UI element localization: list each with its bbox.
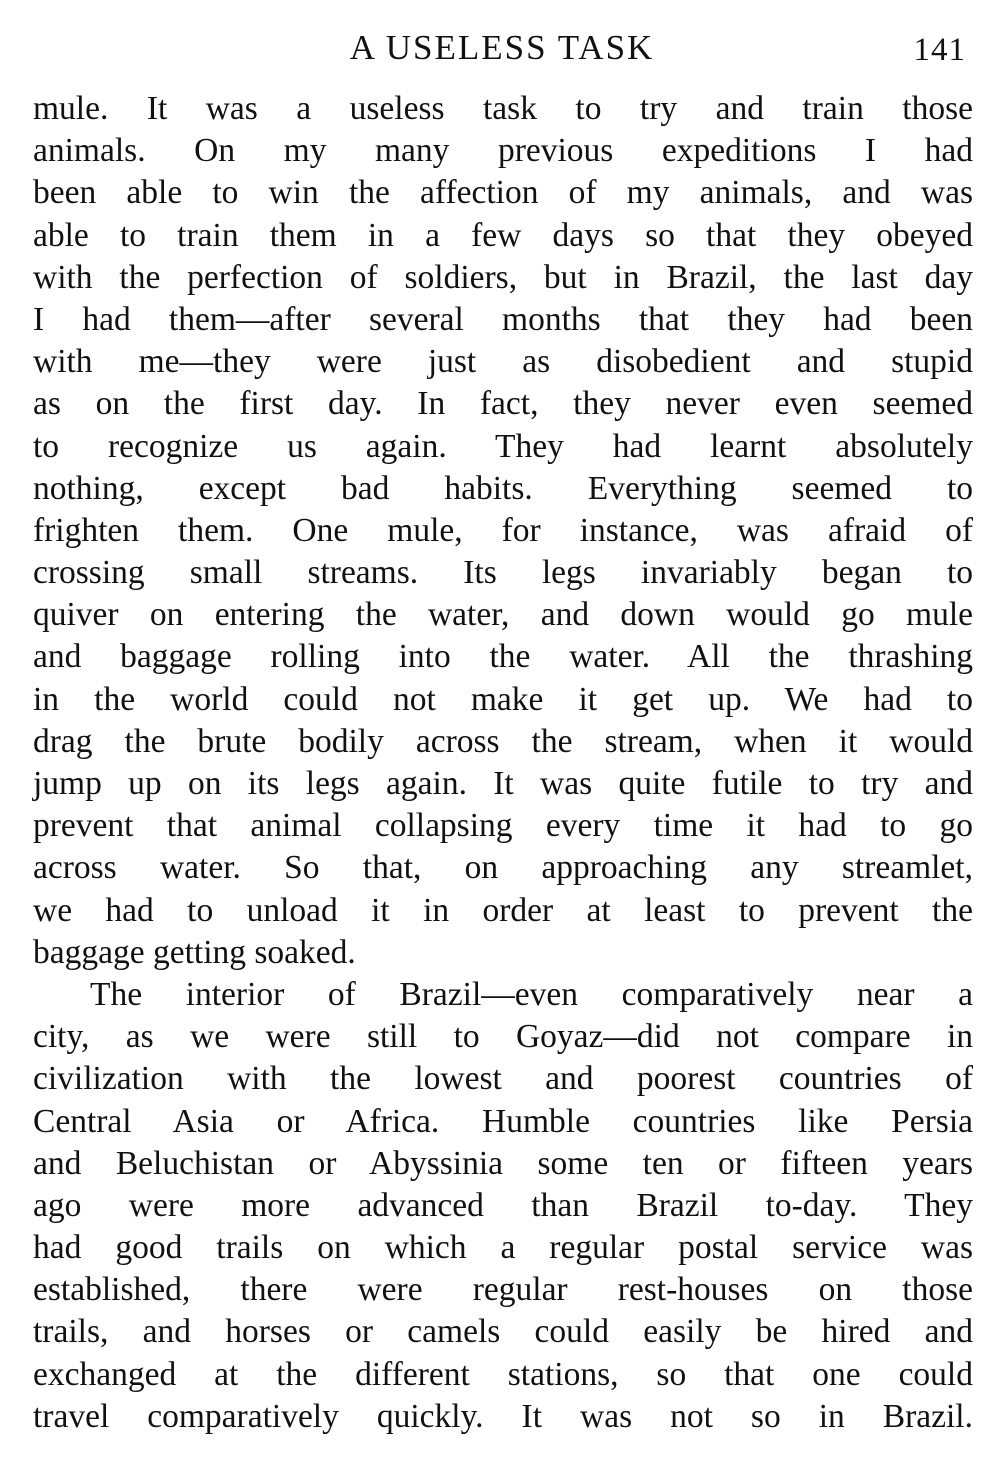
text-line: quiver on entering the water, and down would go mule (33, 596, 973, 634)
text-line: I had them—after several months that they had been (33, 300, 973, 338)
paragraph-1 (33, 88, 973, 974)
text-line: mule. It was a useless task to try and train those (33, 90, 973, 127)
text-line: with the perfection of soldiers, but in Brazil, the last day (33, 258, 973, 296)
text-line: to recognize us again. They had learnt absolutely (33, 427, 973, 465)
text-line: civilization with the lowest and poorest countries of (33, 1060, 973, 1098)
text-line: had good trails on which a regular postal service was (33, 1229, 973, 1267)
text-line: established, there were regular rest-houses on those (33, 1271, 973, 1309)
text-line: nothing, except bad habits. Everything seemed to (33, 469, 973, 507)
text-line: ago were more advanced than Brazil to-day. They (33, 1186, 973, 1224)
page-number: 141 (913, 32, 966, 68)
running-head (32, 26, 972, 76)
text-line: Central Asia or Africa. Humble countries like Persia (33, 1102, 973, 1140)
paragraph-2 (33, 974, 973, 1438)
text-line: as on the first day. In fact, they never even seemed (33, 385, 973, 423)
running-title: A USELESS TASK (349, 28, 655, 67)
text-line: The interior of Brazil—even comparatively near a (90, 975, 973, 1013)
text-line: and Beluchistan or Abyssinia some ten or fifteen years (33, 1144, 973, 1182)
text-line: city, as we were still to Goyaz—did not compare in (33, 1018, 973, 1056)
text-line: baggage getting soaked. (33, 933, 356, 971)
text-line: able to train them in a few days so that they obeyed (33, 216, 973, 254)
text-line: with me—they were just as disobedient and stupid (33, 343, 973, 381)
text-line: jump up on its legs again. It was quite futile to try and (33, 765, 973, 802)
text-line: travel comparatively quickly. It was not so in Brazil. (33, 1397, 973, 1435)
body-text (33, 88, 973, 1438)
text-line: crossing small streams. Its legs invariably began to (33, 554, 973, 592)
text-line: exchanged at the different stations, so that one could (33, 1355, 973, 1393)
text-line: trails, and horses or camels could easily be hired and (33, 1313, 973, 1351)
text-line: in the world could not make it get up. We had to (33, 680, 973, 718)
text-line: across water. So that, on approaching any streamlet, (33, 849, 973, 887)
text-line: and baggage rolling into the water. All the thrashing (33, 638, 973, 676)
text-line: drag the brute bodily across the stream, when it would (33, 722, 973, 760)
text-line: animals. On my many previous expeditions I had (33, 132, 973, 170)
text-line: been able to win the affection of my animals, and was (33, 174, 973, 212)
text-line: frighten them. One mule, for instance, was afraid of (33, 511, 973, 549)
text-line: we had to unload it in order at least to prevent the (33, 891, 973, 929)
text-line: prevent that animal collapsing every time it had to go (33, 807, 973, 845)
